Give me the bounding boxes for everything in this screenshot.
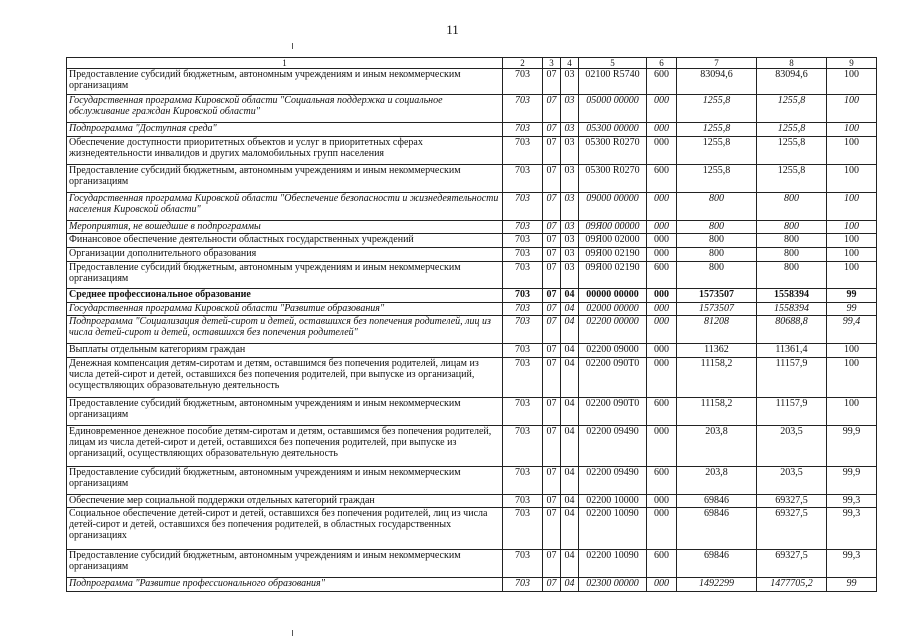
row-planned: 1573507 [677, 289, 757, 303]
column-header: 8 [757, 58, 827, 69]
row-description: Социальное обеспечение детей-сирот и детей, оставшихся без попечения родителей, лиц из числа детей-сирот и детей, оставшихся без попечения родителей, в областных государственных организациях [67, 508, 503, 550]
row-percent: 100 [827, 398, 877, 426]
row-section: 07 [543, 262, 561, 289]
row-expense-type: 000 [647, 316, 677, 344]
row-description: Предоставление субсидий бюджетным, автономным учреждениям и иным некоммерческим организациям [67, 550, 503, 578]
row-subsection: 04 [561, 303, 579, 316]
row-target-code: 00000 00000 [579, 289, 647, 303]
row-target-code: 05300 R0270 [579, 165, 647, 193]
row-code-2: 703 [503, 358, 543, 398]
row-subsection: 03 [561, 69, 579, 95]
row-planned: 81208 [677, 316, 757, 344]
row-section: 07 [543, 123, 561, 137]
row-percent: 100 [827, 165, 877, 193]
row-target-code: 09Я00 00000 [579, 221, 647, 234]
row-subsection: 03 [561, 137, 579, 165]
table-row [67, 303, 877, 316]
row-planned: 69846 [677, 495, 757, 508]
row-target-code: 09Я00 02000 [579, 234, 647, 248]
row-actual: 800 [757, 234, 827, 248]
row-actual: 203,5 [757, 467, 827, 495]
row-actual: 1255,8 [757, 165, 827, 193]
column-header: 3 [543, 58, 561, 69]
row-subsection: 03 [561, 123, 579, 137]
row-actual: 1558394 [757, 289, 827, 303]
row-code-2: 703 [503, 344, 543, 358]
table-row [67, 193, 877, 221]
row-planned: 1255,8 [677, 165, 757, 193]
row-actual: 11157,9 [757, 358, 827, 398]
row-description: Единовременное денежное пособие детям-сиротам и детям, оставшимся без попечения родителей, лицам из числа детей-сирот и детей, оставшихся без попечения родителей, при выпуске из организаций, осуществляющих образовательную деятельность [67, 426, 503, 467]
row-expense-type: 600 [647, 165, 677, 193]
row-section: 07 [543, 398, 561, 426]
row-target-code: 02000 00000 [579, 303, 647, 316]
row-subsection: 03 [561, 248, 579, 262]
row-actual: 203,5 [757, 426, 827, 467]
row-section: 07 [543, 426, 561, 467]
table-row [67, 123, 877, 137]
row-planned: 1492299 [677, 578, 757, 592]
row-section: 07 [543, 193, 561, 221]
row-target-code: 02200 10000 [579, 495, 647, 508]
row-expense-type: 000 [647, 137, 677, 165]
row-actual: 1255,8 [757, 123, 827, 137]
scan-mark [292, 43, 293, 49]
row-description: Государственная программа Кировской области "Обеспечение безопасности и жизнедеятельности населения Кировской области" [67, 193, 503, 221]
row-actual: 80688,8 [757, 316, 827, 344]
row-target-code: 02200 10090 [579, 550, 647, 578]
row-subsection: 03 [561, 165, 579, 193]
row-actual: 800 [757, 248, 827, 262]
row-target-code: 09Я00 02190 [579, 248, 647, 262]
row-target-code: 02200 09490 [579, 467, 647, 495]
table-body [67, 69, 877, 592]
row-description: Предоставление субсидий бюджетным, автономным учреждениям и иным некоммерческим организациям [67, 69, 503, 95]
row-code-2: 703 [503, 69, 543, 95]
row-actual: 83094,6 [757, 69, 827, 95]
table-row [67, 234, 877, 248]
row-description: Предоставление субсидий бюджетным, автономным учреждениям и иным некоммерческим организациям [67, 467, 503, 495]
row-planned: 11362 [677, 344, 757, 358]
row-expense-type: 000 [647, 426, 677, 467]
row-target-code: 05000 00000 [579, 95, 647, 123]
row-section: 07 [543, 95, 561, 123]
row-percent: 99,3 [827, 508, 877, 550]
row-code-2: 703 [503, 578, 543, 592]
row-actual: 800 [757, 262, 827, 289]
page-number: 11 [446, 22, 459, 37]
row-actual: 69327,5 [757, 508, 827, 550]
row-expense-type: 000 [647, 289, 677, 303]
row-planned: 800 [677, 262, 757, 289]
row-subsection: 04 [561, 467, 579, 495]
row-percent: 100 [827, 137, 877, 165]
row-expense-type: 600 [647, 398, 677, 426]
row-code-2: 703 [503, 303, 543, 316]
row-planned: 69846 [677, 508, 757, 550]
row-expense-type: 000 [647, 344, 677, 358]
row-section: 07 [543, 495, 561, 508]
row-description: Подпрограмма "Социализация детей-сирот и детей, оставшихся без попечения родителей, лиц из числа детей-сирот и детей, оставшихся без попечения родителей" [67, 316, 503, 344]
row-code-2: 703 [503, 248, 543, 262]
table-row [67, 165, 877, 193]
row-description: Обеспечение доступности приоритетных объектов и услуг в приоритетных сферах жизнедеятельности инвалидов и других маломобильных групп населения [67, 137, 503, 165]
row-code-2: 703 [503, 508, 543, 550]
row-actual: 800 [757, 193, 827, 221]
row-subsection: 04 [561, 344, 579, 358]
row-percent: 99,9 [827, 426, 877, 467]
row-subsection: 03 [561, 193, 579, 221]
row-subsection: 04 [561, 495, 579, 508]
row-section: 07 [543, 508, 561, 550]
row-target-code: 02100 R5740 [579, 69, 647, 95]
row-code-2: 703 [503, 398, 543, 426]
row-planned: 800 [677, 234, 757, 248]
row-percent: 100 [827, 123, 877, 137]
row-description: Предоставление субсидий бюджетным, автономным учреждениям и иным некоммерческим организациям [67, 262, 503, 289]
row-percent: 99,3 [827, 550, 877, 578]
row-expense-type: 000 [647, 123, 677, 137]
row-section: 07 [543, 316, 561, 344]
row-expense-type: 000 [647, 234, 677, 248]
row-expense-type: 000 [647, 358, 677, 398]
table-row [67, 262, 877, 289]
row-subsection: 04 [561, 316, 579, 344]
row-subsection: 04 [561, 578, 579, 592]
row-percent: 100 [827, 344, 877, 358]
row-subsection: 04 [561, 358, 579, 398]
row-planned: 83094,6 [677, 69, 757, 95]
row-expense-type: 600 [647, 69, 677, 95]
row-subsection: 04 [561, 550, 579, 578]
row-description: Предоставление субсидий бюджетным, автономным учреждениям и иным некоммерческим организациям [67, 398, 503, 426]
row-subsection: 03 [561, 95, 579, 123]
table-header-row [67, 58, 877, 69]
row-expense-type: 000 [647, 578, 677, 592]
row-description: Подпрограмма "Доступная среда" [67, 123, 503, 137]
row-section: 07 [543, 165, 561, 193]
row-target-code: 09000 00000 [579, 193, 647, 221]
column-header: 1 [67, 58, 503, 69]
row-subsection: 04 [561, 289, 579, 303]
row-expense-type: 600 [647, 467, 677, 495]
row-percent: 100 [827, 248, 877, 262]
row-expense-type: 000 [647, 193, 677, 221]
row-percent: 100 [827, 95, 877, 123]
row-percent: 100 [827, 69, 877, 95]
row-actual: 11157,9 [757, 398, 827, 426]
row-code-2: 703 [503, 262, 543, 289]
table-row [67, 467, 877, 495]
row-target-code: 02200 090Т0 [579, 358, 647, 398]
scan-mark [292, 630, 293, 636]
row-planned: 800 [677, 193, 757, 221]
row-actual: 800 [757, 221, 827, 234]
row-percent: 100 [827, 358, 877, 398]
row-section: 07 [543, 221, 561, 234]
row-code-2: 703 [503, 165, 543, 193]
row-target-code: 02200 00000 [579, 316, 647, 344]
row-planned: 203,8 [677, 467, 757, 495]
row-actual: 69327,5 [757, 495, 827, 508]
row-code-2: 703 [503, 495, 543, 508]
table-row [67, 69, 877, 95]
row-planned: 1573507 [677, 303, 757, 316]
row-target-code: 02200 09000 [579, 344, 647, 358]
row-code-2: 703 [503, 123, 543, 137]
row-expense-type: 000 [647, 248, 677, 262]
row-percent: 99 [827, 289, 877, 303]
row-code-2: 703 [503, 550, 543, 578]
budget-table [66, 57, 877, 592]
row-actual: 11361,4 [757, 344, 827, 358]
row-section: 07 [543, 137, 561, 165]
table-row [67, 495, 877, 508]
row-subsection: 03 [561, 262, 579, 289]
row-section: 07 [543, 467, 561, 495]
row-description: Мероприятия, не вошедшие в подпрограммы [67, 221, 503, 234]
row-percent: 99,4 [827, 316, 877, 344]
row-planned: 800 [677, 248, 757, 262]
row-section: 07 [543, 344, 561, 358]
table-row [67, 508, 877, 550]
table-row [67, 95, 877, 123]
row-code-2: 703 [503, 467, 543, 495]
row-expense-type: 000 [647, 95, 677, 123]
row-expense-type: 000 [647, 221, 677, 234]
row-percent: 99 [827, 303, 877, 316]
row-percent: 99,3 [827, 495, 877, 508]
table-row [67, 578, 877, 592]
row-expense-type: 600 [647, 262, 677, 289]
row-section: 07 [543, 303, 561, 316]
row-percent: 100 [827, 193, 877, 221]
row-percent: 100 [827, 234, 877, 248]
row-description: Выплаты отдельным категориям граждан [67, 344, 503, 358]
row-section: 07 [543, 578, 561, 592]
row-code-2: 703 [503, 289, 543, 303]
row-percent: 100 [827, 221, 877, 234]
row-planned: 1255,8 [677, 95, 757, 123]
row-actual: 1558394 [757, 303, 827, 316]
table-row [67, 358, 877, 398]
row-percent: 100 [827, 262, 877, 289]
row-target-code: 02200 090Т0 [579, 398, 647, 426]
table-row [67, 426, 877, 467]
row-planned: 1255,8 [677, 123, 757, 137]
row-section: 07 [543, 248, 561, 262]
row-actual: 1255,8 [757, 95, 827, 123]
row-subsection: 04 [561, 398, 579, 426]
column-header: 7 [677, 58, 757, 69]
row-description: Организации дополнительного образования [67, 248, 503, 262]
column-header: 5 [579, 58, 647, 69]
row-planned: 11158,2 [677, 398, 757, 426]
row-target-code: 05300 R0270 [579, 137, 647, 165]
row-description: Подпрограмма "Развитие профессионального образования" [67, 578, 503, 592]
table-row [67, 398, 877, 426]
row-expense-type: 000 [647, 495, 677, 508]
row-actual: 1255,8 [757, 137, 827, 165]
row-actual: 1477705,2 [757, 578, 827, 592]
row-percent: 99,9 [827, 467, 877, 495]
row-expense-type: 000 [647, 303, 677, 316]
row-section: 07 [543, 358, 561, 398]
table-row [67, 221, 877, 234]
row-code-2: 703 [503, 95, 543, 123]
row-expense-type: 000 [647, 508, 677, 550]
row-description: Государственная программа Кировской области "Социальная поддержка и социальное обслуживание граждан Кировской области" [67, 95, 503, 123]
row-percent: 99 [827, 578, 877, 592]
row-description: Предоставление субсидий бюджетным, автономным учреждениям и иным некоммерческим организациям [67, 165, 503, 193]
row-subsection: 04 [561, 508, 579, 550]
row-description: Денежная компенсация детям-сиротам и детям, оставшимся без попечения родителей, лицам из числа детей-сирот и детей, оставшихся без попечения родителей, при выпуске из организаций, осуществляющих образовательную деятельность [67, 358, 503, 398]
row-expense-type: 600 [647, 550, 677, 578]
row-code-2: 703 [503, 234, 543, 248]
row-planned: 11158,2 [677, 358, 757, 398]
row-target-code: 02200 10090 [579, 508, 647, 550]
row-section: 07 [543, 234, 561, 248]
column-header: 4 [561, 58, 579, 69]
row-description: Среднее профессиональное образование [67, 289, 503, 303]
row-section: 07 [543, 289, 561, 303]
row-target-code: 02200 09490 [579, 426, 647, 467]
row-code-2: 703 [503, 137, 543, 165]
row-subsection: 03 [561, 221, 579, 234]
table-row [67, 289, 877, 303]
row-description: Государственная программа Кировской области "Развитие образования" [67, 303, 503, 316]
table-row [67, 316, 877, 344]
row-target-code: 09Я00 02190 [579, 262, 647, 289]
row-section: 07 [543, 550, 561, 578]
row-target-code: 02300 00000 [579, 578, 647, 592]
row-planned: 203,8 [677, 426, 757, 467]
table-row [67, 137, 877, 165]
row-subsection: 03 [561, 234, 579, 248]
row-subsection: 04 [561, 426, 579, 467]
row-section: 07 [543, 69, 561, 95]
table-row [67, 248, 877, 262]
column-header: 2 [503, 58, 543, 69]
row-code-2: 703 [503, 221, 543, 234]
table-row [67, 344, 877, 358]
row-code-2: 703 [503, 193, 543, 221]
row-code-2: 703 [503, 426, 543, 467]
column-header: 6 [647, 58, 677, 69]
table-row [67, 550, 877, 578]
row-description: Обеспечение мер социальной поддержки отдельных категорий граждан [67, 495, 503, 508]
row-planned: 800 [677, 221, 757, 234]
row-planned: 1255,8 [677, 137, 757, 165]
row-target-code: 05300 00000 [579, 123, 647, 137]
row-actual: 69327,5 [757, 550, 827, 578]
row-description: Финансовое обеспечение деятельности областных государственных учреждений [67, 234, 503, 248]
row-planned: 69846 [677, 550, 757, 578]
row-code-2: 703 [503, 316, 543, 344]
column-header: 9 [827, 58, 877, 69]
